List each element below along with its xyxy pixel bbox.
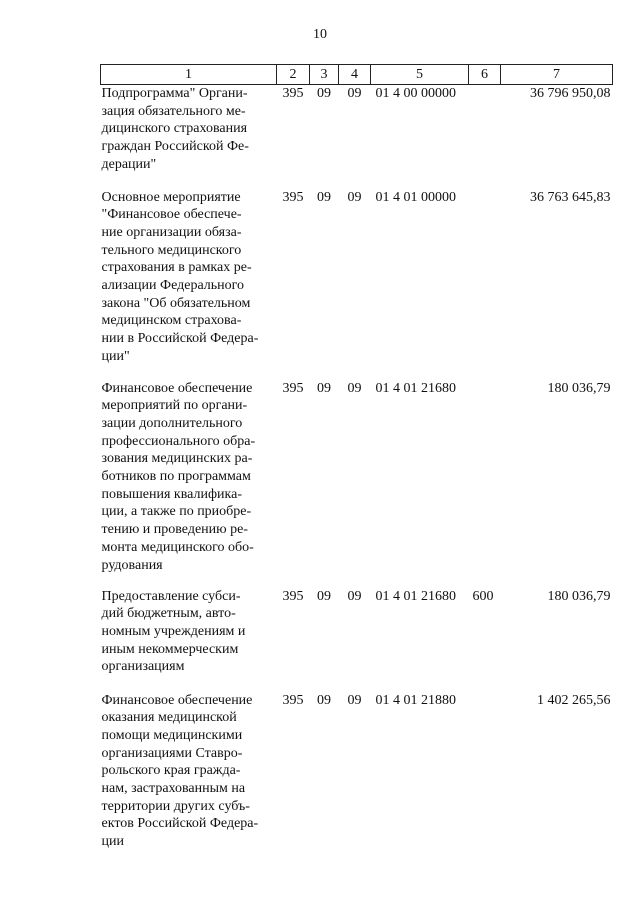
row-name-cell <box>101 380 277 588</box>
row-target-code: 01 4 01 00000 <box>375 189 456 205</box>
column-header: 2 <box>277 65 310 85</box>
row-grbs: 395 <box>282 86 304 101</box>
row-section: 09 <box>317 86 331 101</box>
row-amount: 1 402 265,56 <box>537 692 611 708</box>
row-subsection: 09 <box>347 692 362 708</box>
header-row <box>101 65 613 85</box>
row-section: 09 <box>317 692 331 708</box>
column-header: 3 <box>310 65 339 85</box>
row-target-code: 01 4 00 00000 <box>375 86 456 101</box>
row-subsection: 09 <box>347 588 362 604</box>
row-target-code: 01 4 01 21680 <box>375 588 456 604</box>
row-name: Финансовое обеспечение мероприятий по органи- зации дополнительного профессионального обра- зования медицинских ра- ботников по программам повышения квалифика- ции, а также по приобре- тению и проведению ре- монта медицинского обо- рудования <box>101 380 256 573</box>
row-subsection: 09 <box>347 189 362 205</box>
table-row <box>101 380 613 588</box>
table-row <box>101 85 613 189</box>
row-section: 09 <box>317 380 331 396</box>
row-subsection: 09 <box>347 86 362 101</box>
row-expense-type <box>469 692 501 862</box>
row-expense-type <box>469 85 501 189</box>
row-target-code: 01 4 01 21880 <box>375 692 456 708</box>
row-section: 09 <box>317 189 331 205</box>
column-header: 5 <box>371 65 469 85</box>
row-subsection: 09 <box>347 380 362 396</box>
column-header: 7 <box>501 65 613 85</box>
row-name-cell <box>101 189 277 380</box>
row-amount: 180 036,79 <box>547 588 611 604</box>
row-amount: 36 796 950,08 <box>530 86 611 101</box>
row-target-code: 01 4 01 21680 <box>375 380 456 396</box>
table-row <box>101 588 613 692</box>
table-row <box>101 692 613 862</box>
row-name-cell <box>101 692 277 862</box>
column-header: 1 <box>101 65 277 85</box>
row-name-cell <box>101 85 277 189</box>
row-name: Предоставление субси- дий бюджетным, авто- номным учреждениям и иным некоммерческим организациям <box>101 588 246 675</box>
row-grbs: 395 <box>282 189 304 205</box>
row-name: Финансовое обеспечение оказания медицинской помощи медицинскими организациями Ставро- pольского края гражда- нам, застрахованным на территории других субъ- ектов Российской Федера- ции <box>101 692 259 850</box>
row-name: Основное мероприятие "Финансовое обеспече- ние организации обяза- тельного медицинского страхования в рамках ре- ализации Федерального закона "Об обязательном медицинском страхова- нии в Российской Федера- ции" <box>101 189 259 364</box>
column-header: 6 <box>469 65 501 85</box>
column-header: 4 <box>339 65 371 85</box>
row-expense-type <box>469 380 501 588</box>
row-amount: 180 036,79 <box>547 380 611 396</box>
row-grbs: 395 <box>282 380 304 396</box>
row-amount: 36 763 645,83 <box>530 189 611 205</box>
budget-table <box>100 64 613 862</box>
row-name-cell <box>101 588 277 692</box>
row-expense-type <box>469 189 501 380</box>
row-expense-type: 600 <box>472 588 494 604</box>
row-grbs: 395 <box>282 692 304 708</box>
page-number: 10 <box>313 27 327 42</box>
row-name: Подпрограмма" Органи- зация обязательного ме- дицинского страхования граждан Российской Фе- дерации" <box>101 86 249 172</box>
table-row <box>101 189 613 380</box>
row-grbs: 395 <box>282 588 304 604</box>
row-section: 09 <box>317 588 331 604</box>
